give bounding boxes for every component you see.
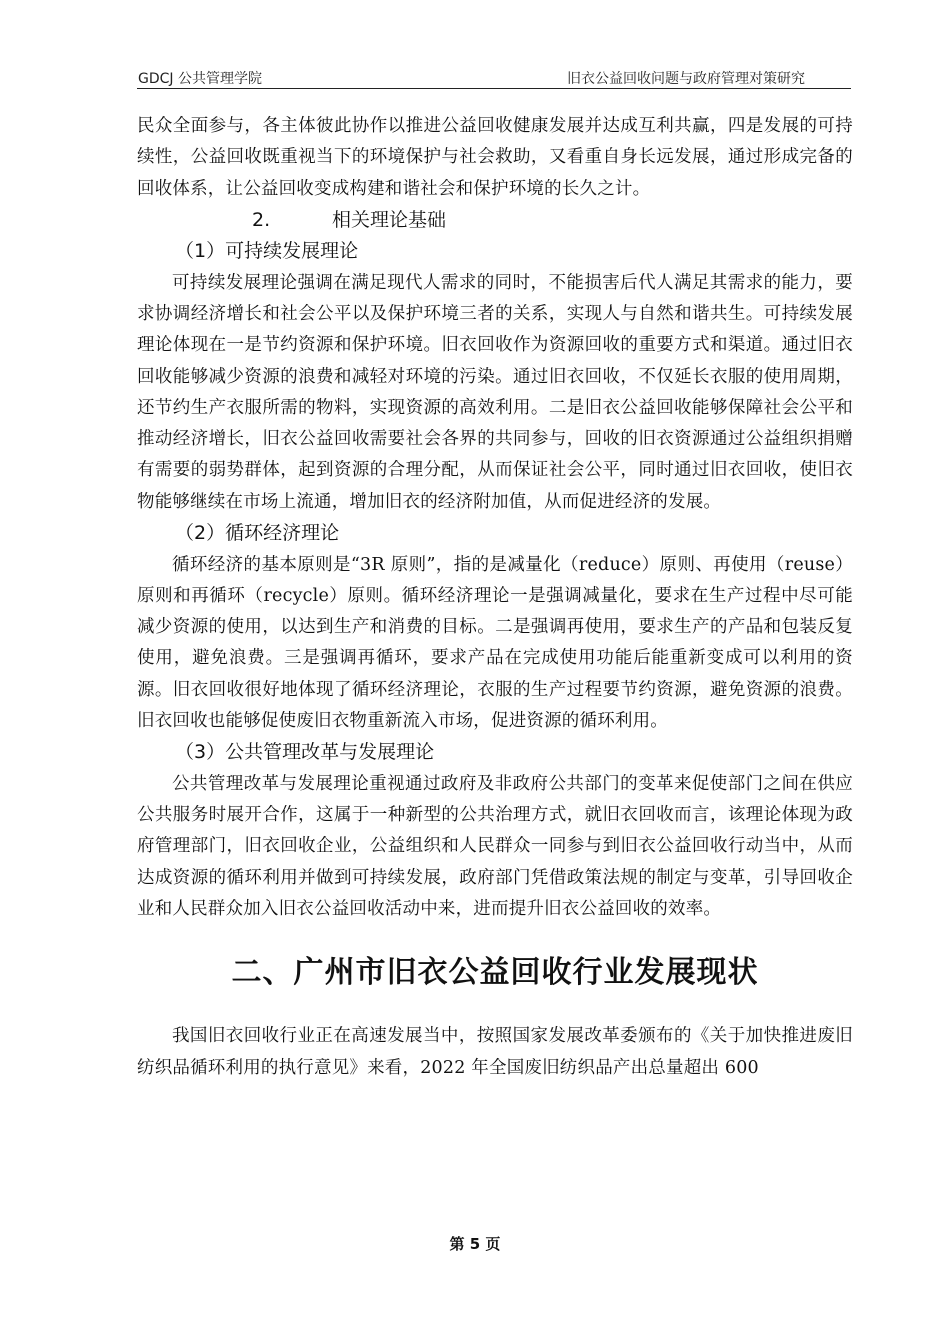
header-document-title: 旧衣公益回收问题与政府管理对策研究 [567,71,805,87]
subsection-heading-sustainable-development: （1）可持续发展理论 [175,240,359,263]
section-heading-text: 相关理论基础 [332,208,447,231]
header-divider [137,88,851,89]
subsection-heading-public-management: （3）公共管理改革与发展理论 [175,741,435,764]
paragraph-continuation: 民众全面参与，各主体彼此协作以推进公益回收健康发展并达成互利共赢，四是发展的可持续性，公益回收既重视当下的环境保护与社会救助，又看重自身长远发展，通过形成完备的回收体系，让公益回收变成构建和谐社会和保护环境的长久之计。 [137,116,853,199]
header-institution: GDCJ 公共管理学院 [138,71,262,87]
section-heading [137,205,853,236]
page-body [137,111,853,1084]
page-header [137,66,851,88]
paragraph-public-management: 公共管理改革与发展理论重视通过政府及非政府公共部门的变革来促使部门之间在供应公共服务时展开合作，这属于一种新型的公共治理方式，就旧衣回收而言，该理论体现为政府管理部门，旧衣回收企业，公益组织和人民群众一同参与到旧衣公益回收行动当中，从而达成资源的循环利用并做到可持续发展，政府部门凭借政策法规的制定与变革，引导回收企业和人民群众加入旧衣公益回收活动中来，进而提升旧衣公益回收的效率。 [137,773,853,920]
page-number: 第 5 页 [449,1235,501,1253]
paragraph-circular-economy: 循环经济的基本原则是“3R 原则”，指的是减量化（reduce）原则、再使用（reuse）原则和再循环（recycle）原则。循环经济理论一是强调减量化，要求在生产过程中尽可能减少资源的使用，以达到生产和消费的目标。二是强调再使用，要求生产的产品和包装反复使用，避免浪费。三是强调再循环，要求产品在完成使用功能后能重新变成可以利用的资源。旧衣回收很好地体现了循环经济理论，衣服的生产过程要节约资源，避免资源的浪费。旧衣回收也能够促使废旧衣物重新流入市场，促进资源的循环利用。 [137,554,853,732]
section-number: 2. [252,208,271,231]
subsection-heading-circular-economy: （2）循环经济理论 [175,522,340,545]
paragraph-industry-status: 我国旧衣回收行业正在高速发展当中，按照国家发展改革委颁布的《关于加快推进废旧纺织品循环利用的执行意见》来看，2022 年全国废旧纺织品产出总量超出 600 [137,1026,853,1078]
chapter-title: 二、广州市旧衣公益回收行业发展现状 [231,955,759,991]
paragraph-sustainable-development: 可持续发展理论强调在满足现代人需求的同时，不能损害后代人满足其需求的能力，要求协调经济增长和社会公平以及保护环境三者的关系，实现人与自然和谐共生。可持续发展理论体现在一是节约资源和保护环境。旧衣回收作为资源回收的重要方式和渠道。通过旧衣回收能够减少资源的浪费和减轻对环境的污染。通过旧衣回收，不仅延长衣服的使用周期，还节约生产衣服所需的物料，实现资源的高效利用。二是旧衣公益回收能够保障社会公平和推动经济增长，旧衣公益回收需要社会各界的共同参与，回收的旧衣资源通过公益组织捐赠有需要的弱势群体，起到资源的合理分配，从而保证社会公平，同时通过旧衣回收，使旧衣物能够继续在市场上流通，增加旧衣的经济附加值，从而促进经济的发展。 [137,272,853,512]
